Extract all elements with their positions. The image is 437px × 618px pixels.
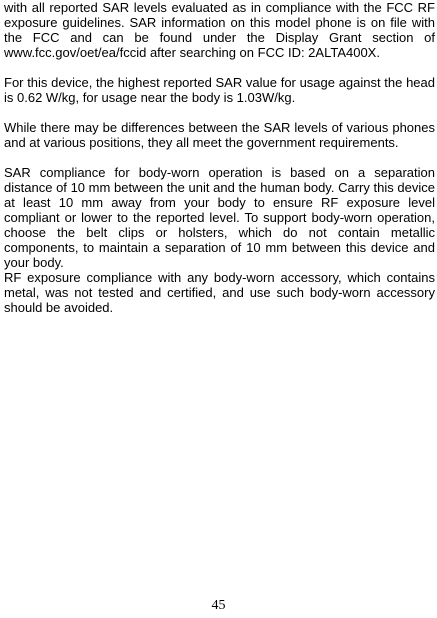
paragraph-body-worn-accessory: RF exposure compliance with any body-worn accessory, which contains metal, was not tested and certified, and use such body-worn accessory should be avoided. — [4, 270, 435, 315]
page-content — [4, 0, 435, 315]
paragraph-sar-values: For this device, the highest reported SAR value for usage against the head is 0.62 W/kg, for usage near the body is 1.03W/kg. — [4, 75, 435, 105]
paragraph-fcc-grant: with all reported SAR levels evaluated as in compliance with the FCC RF exposure guidelines. SAR information on this model phone is on file with the FCC and can be found under the Display Grant section of www.fcc.gov/oet/ea/fccid after searching on FCC ID: 2ALTA400X. — [4, 0, 435, 60]
paragraph-sar-differences: While there may be differences between the SAR levels of various phones and at various positions, they all meet the government requirements. — [4, 120, 435, 150]
paragraph-body-worn-operation: SAR compliance for body-worn operation is based on a separation distance of 10 mm between the unit and the human body. Carry this device at least 10 mm away from your body to ensure RF exposure level compliant or lower to the reported level. To support body-worn operation, choose the belt clips or holsters, which do not contain metallic components, to maintain a separation of 10 mm between this device and your body. — [4, 165, 435, 270]
page-number: 45 — [211, 598, 226, 613]
paragraph-spacer — [4, 150, 435, 165]
paragraph-spacer — [4, 60, 435, 75]
paragraph-spacer — [4, 105, 435, 120]
